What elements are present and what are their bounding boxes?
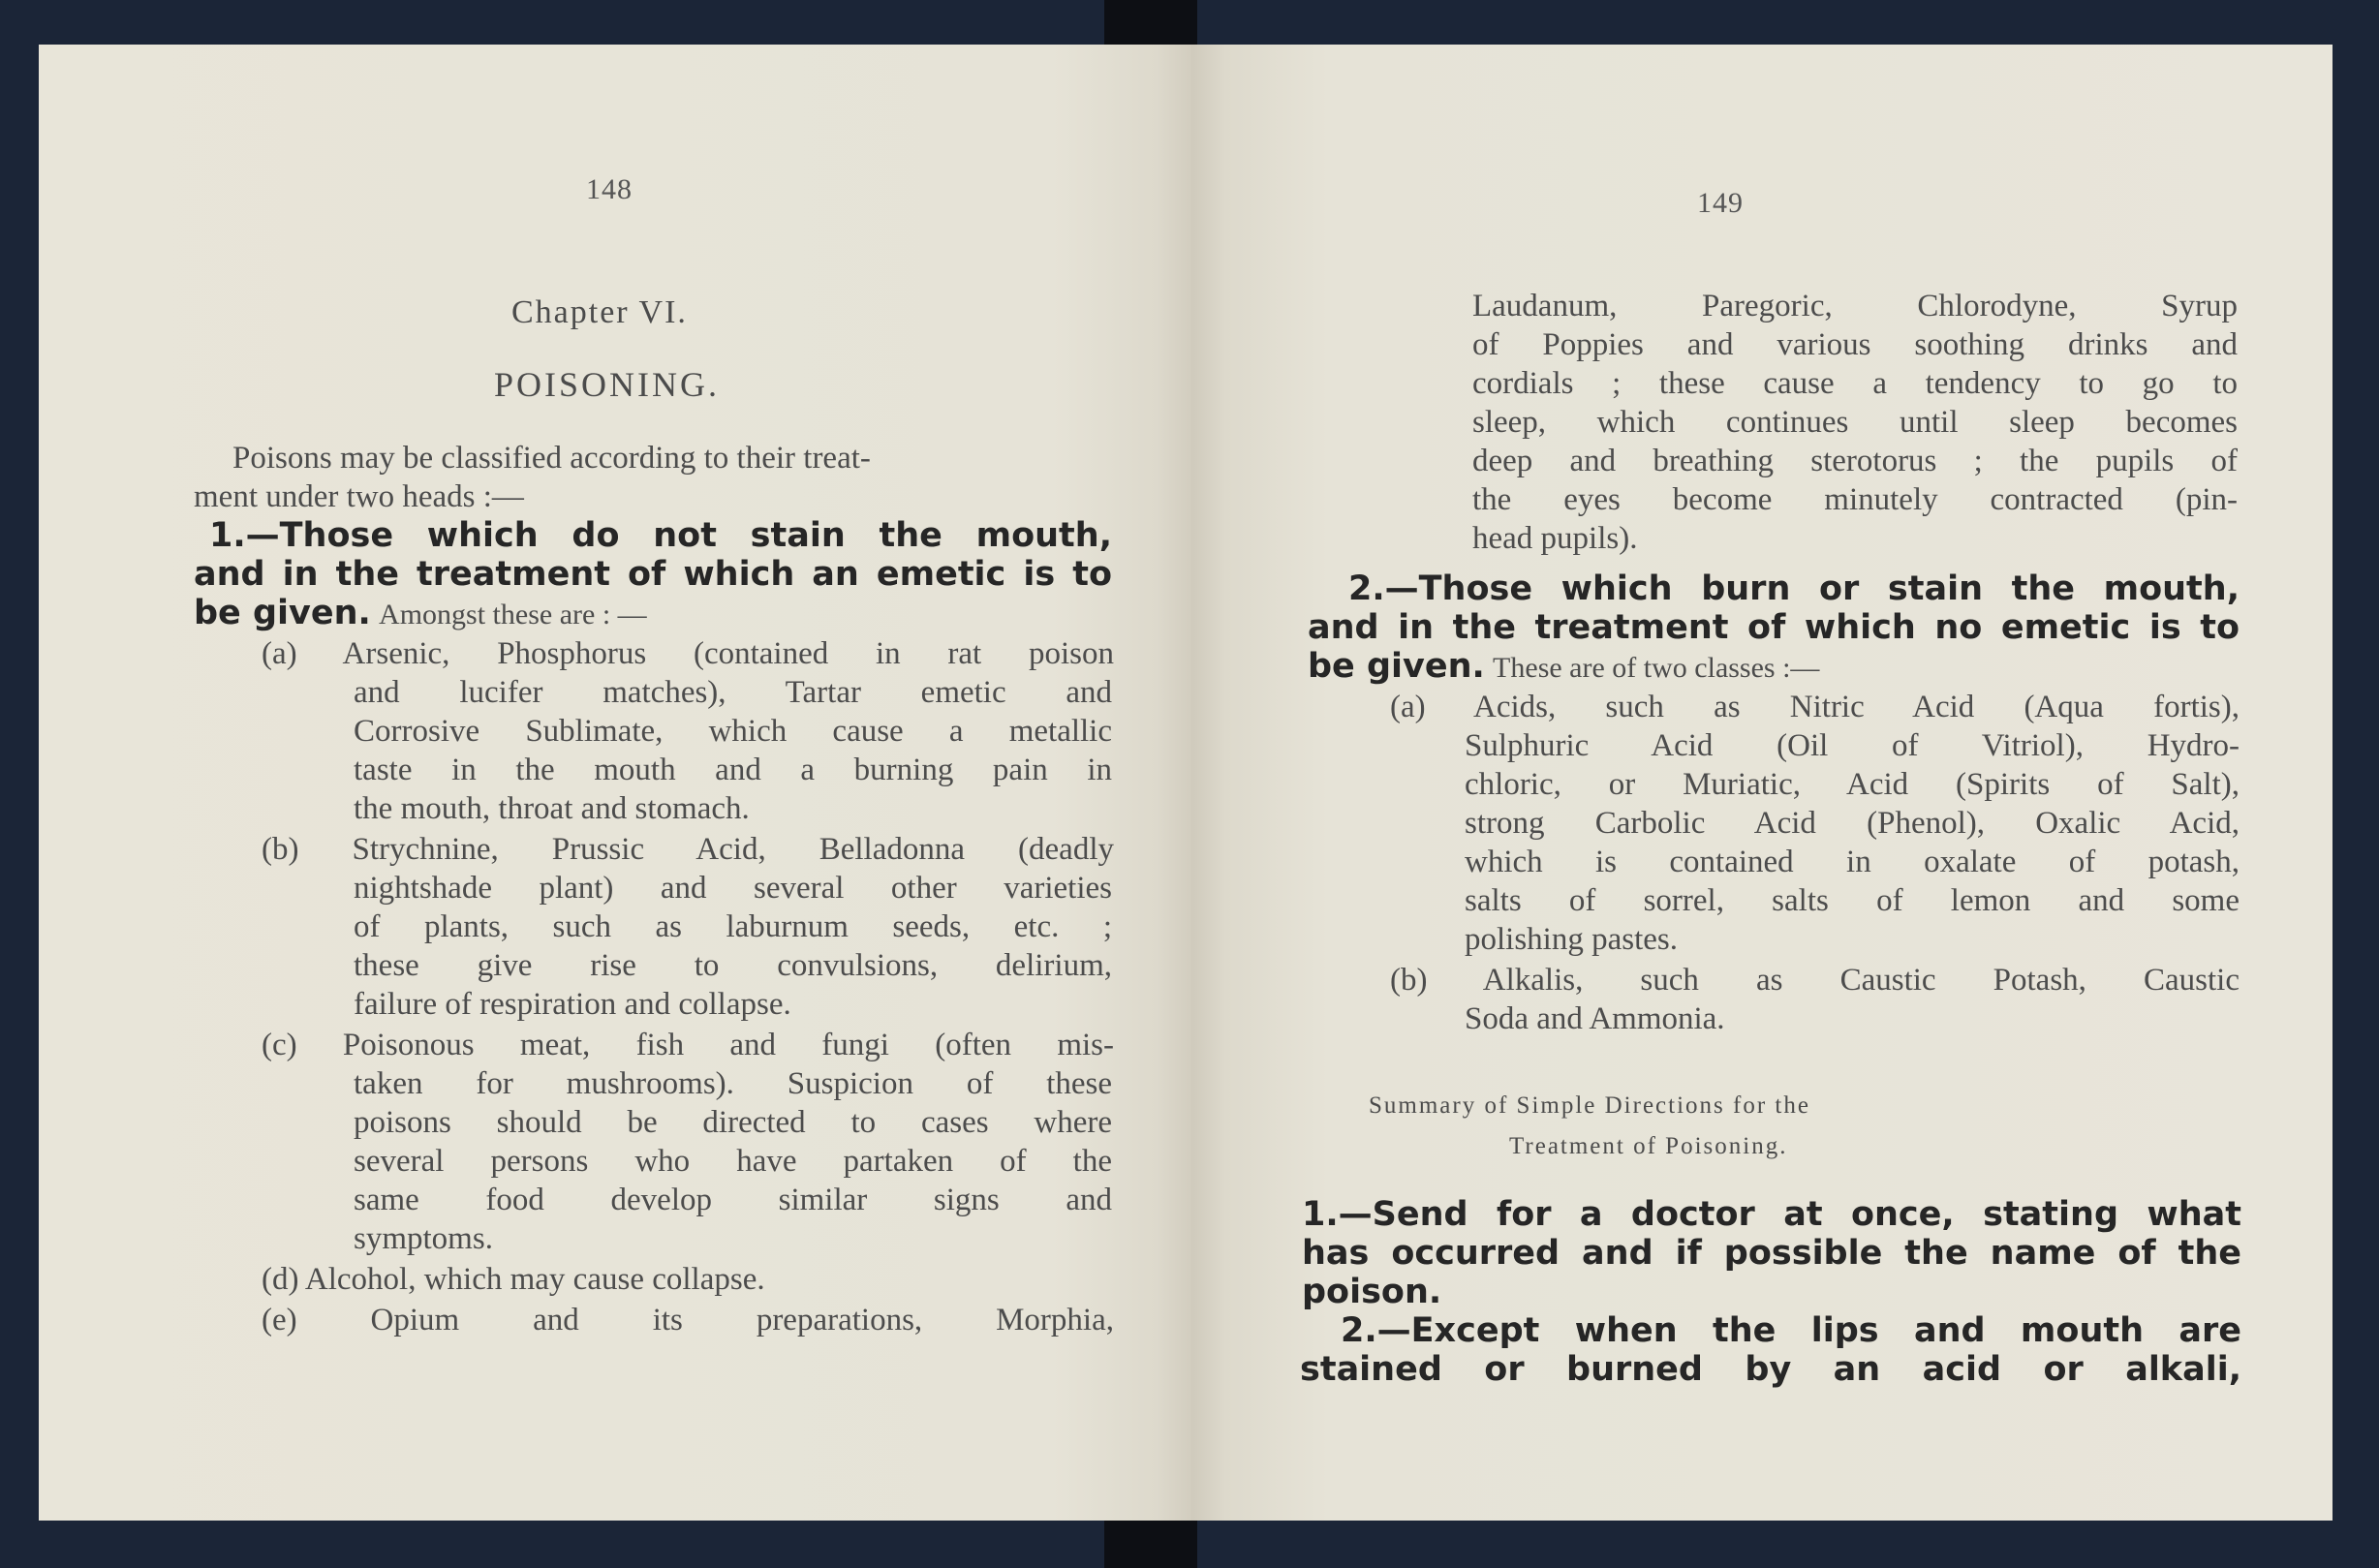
bold-rule-line: and in the treatment of which an emetic is to — [194, 555, 1112, 594]
list-item-a-line: Corrosive Sublimate, which cause a metallic — [354, 714, 1112, 749]
text-line: deep and breathing sterotorus ; the pupils of — [1472, 444, 2238, 478]
list-item-a-line: which is contained in oxalate of potash, — [1465, 845, 2240, 879]
list-item-b-line: failure of respiration and collapse. — [354, 987, 791, 1022]
list-item-b-line: (b) Strychnine, Prussic Acid, Belladonna (deadly — [262, 832, 1114, 867]
list-item-a-line: Sulphuric Acid (Oil of Vitriol), Hydro- — [1465, 728, 2240, 763]
summary-title-line: Treatment of Poisoning. — [1509, 1133, 1788, 1159]
list-item-e-line: (e) Opium and its preparations, Morphia, — [262, 1303, 1114, 1337]
list-item-a-line: (a) Arsenic, Phosphorus (contained in rat poison — [262, 636, 1114, 671]
bold-rule-last-line — [194, 594, 647, 634]
list-item-d-line: (d) Alcohol, which may cause collapse. — [262, 1262, 765, 1297]
text-line: the eyes become minutely contracted (pin- — [1472, 482, 2238, 517]
bold-rule-last-line — [1308, 647, 1819, 688]
bold-rule-line: 1.—Those which do not stain the mouth, — [209, 516, 1112, 555]
bold-rule-tail: These are of two classes :— — [1493, 652, 1820, 684]
list-item-a-line: the mouth, throat and stomach. — [354, 791, 750, 826]
list-item-a-line: and lucifer matches), Tartar emetic and — [354, 675, 1112, 710]
list-item-a-line: taste in the mouth and a burning pain in — [354, 753, 1112, 787]
chapter-title — [511, 294, 688, 331]
list-item-a-line: chloric, or Muriatic, Acid (Spirits of Salt), — [1465, 767, 2240, 802]
list-item-b-line: of plants, such as laburnum seeds, etc. ; — [354, 909, 1112, 944]
list-item-a-line: polishing pastes. — [1465, 922, 1678, 957]
list-item-a-line: salts of sorrel, salts of lemon and some — [1465, 883, 2240, 918]
bold-rule-line: 2.—Those which burn or stain the mouth, — [1348, 569, 2240, 608]
list-item-a-line: strong Carbolic Acid (Phenol), Oxalic Acid, — [1465, 806, 2240, 841]
list-item-b-line: nightshade plant) and several other varieties — [354, 871, 1112, 906]
summary-bold-line: has occurred and if possible the name of the — [1302, 1234, 2241, 1273]
text-line: Poisons may be classified according to their treat- — [232, 441, 871, 476]
list-item-b-line: (b) Alkalis, such as Caustic Potash, Caustic — [1390, 963, 2240, 998]
text-line: head pupils). — [1472, 521, 1638, 556]
text-line: sleep, which continues until sleep becomes — [1472, 405, 2238, 440]
list-item-c-line: (c) Poisonous meat, fish and fungi (often mis- — [262, 1028, 1114, 1062]
summary-bold-line: 2.—Except when the lips and mouth are — [1341, 1311, 2241, 1350]
summary-bold-line: poison. — [1302, 1273, 1442, 1311]
book-spine-top — [1104, 0, 1197, 45]
list-item-a-line: (a) Acids, such as Nitric Acid (Aqua fortis), — [1390, 690, 2240, 724]
list-item-c-line: several persons who have partaken of the — [354, 1144, 1112, 1179]
chapter-title-text: Chapter VI. — [511, 294, 688, 330]
text-line: ment under two heads :— — [194, 479, 524, 514]
bold-rule-tail: Amongst these are : — — [379, 599, 647, 630]
right-page — [1191, 45, 2333, 1521]
list-item-b-line: these give rise to convulsions, delirium, — [354, 948, 1112, 983]
summary-bold-line: stained or burned by an acid or alkali, — [1300, 1350, 2241, 1389]
right-page-number: 149 — [1697, 187, 1744, 219]
list-item-c-line: symptoms. — [354, 1221, 493, 1256]
bold-rule-line: and in the treatment of which no emetic is to — [1308, 608, 2240, 647]
bold-rule-end: be given. — [194, 594, 371, 632]
summary-title-line: Summary of Simple Directions for the — [1369, 1092, 1810, 1119]
bold-rule-end: be given. — [1308, 647, 1485, 686]
list-item-c-line: poisons should be directed to cases where — [354, 1105, 1112, 1140]
book-spine-bottom — [1104, 1521, 1197, 1568]
left-page-number: 148 — [586, 173, 633, 205]
chapter-heading: POISONING. — [494, 365, 721, 404]
list-item-c-line: taken for mushrooms). Suspicion of these — [354, 1066, 1112, 1101]
list-item-c-line: same food develop similar signs and — [354, 1183, 1112, 1217]
left-page — [39, 45, 1191, 1521]
text-line: cordials ; these cause a tendency to go to — [1472, 366, 2238, 401]
summary-bold-line: 1.—Send for a doctor at once, stating what — [1302, 1195, 2241, 1234]
text-line: of Poppies and various soothing drinks and — [1472, 327, 2238, 362]
list-item-b-line: Soda and Ammonia. — [1465, 1001, 1725, 1036]
text-line: Laudanum, Paregoric, Chlorodyne, Syrup — [1472, 289, 2238, 323]
